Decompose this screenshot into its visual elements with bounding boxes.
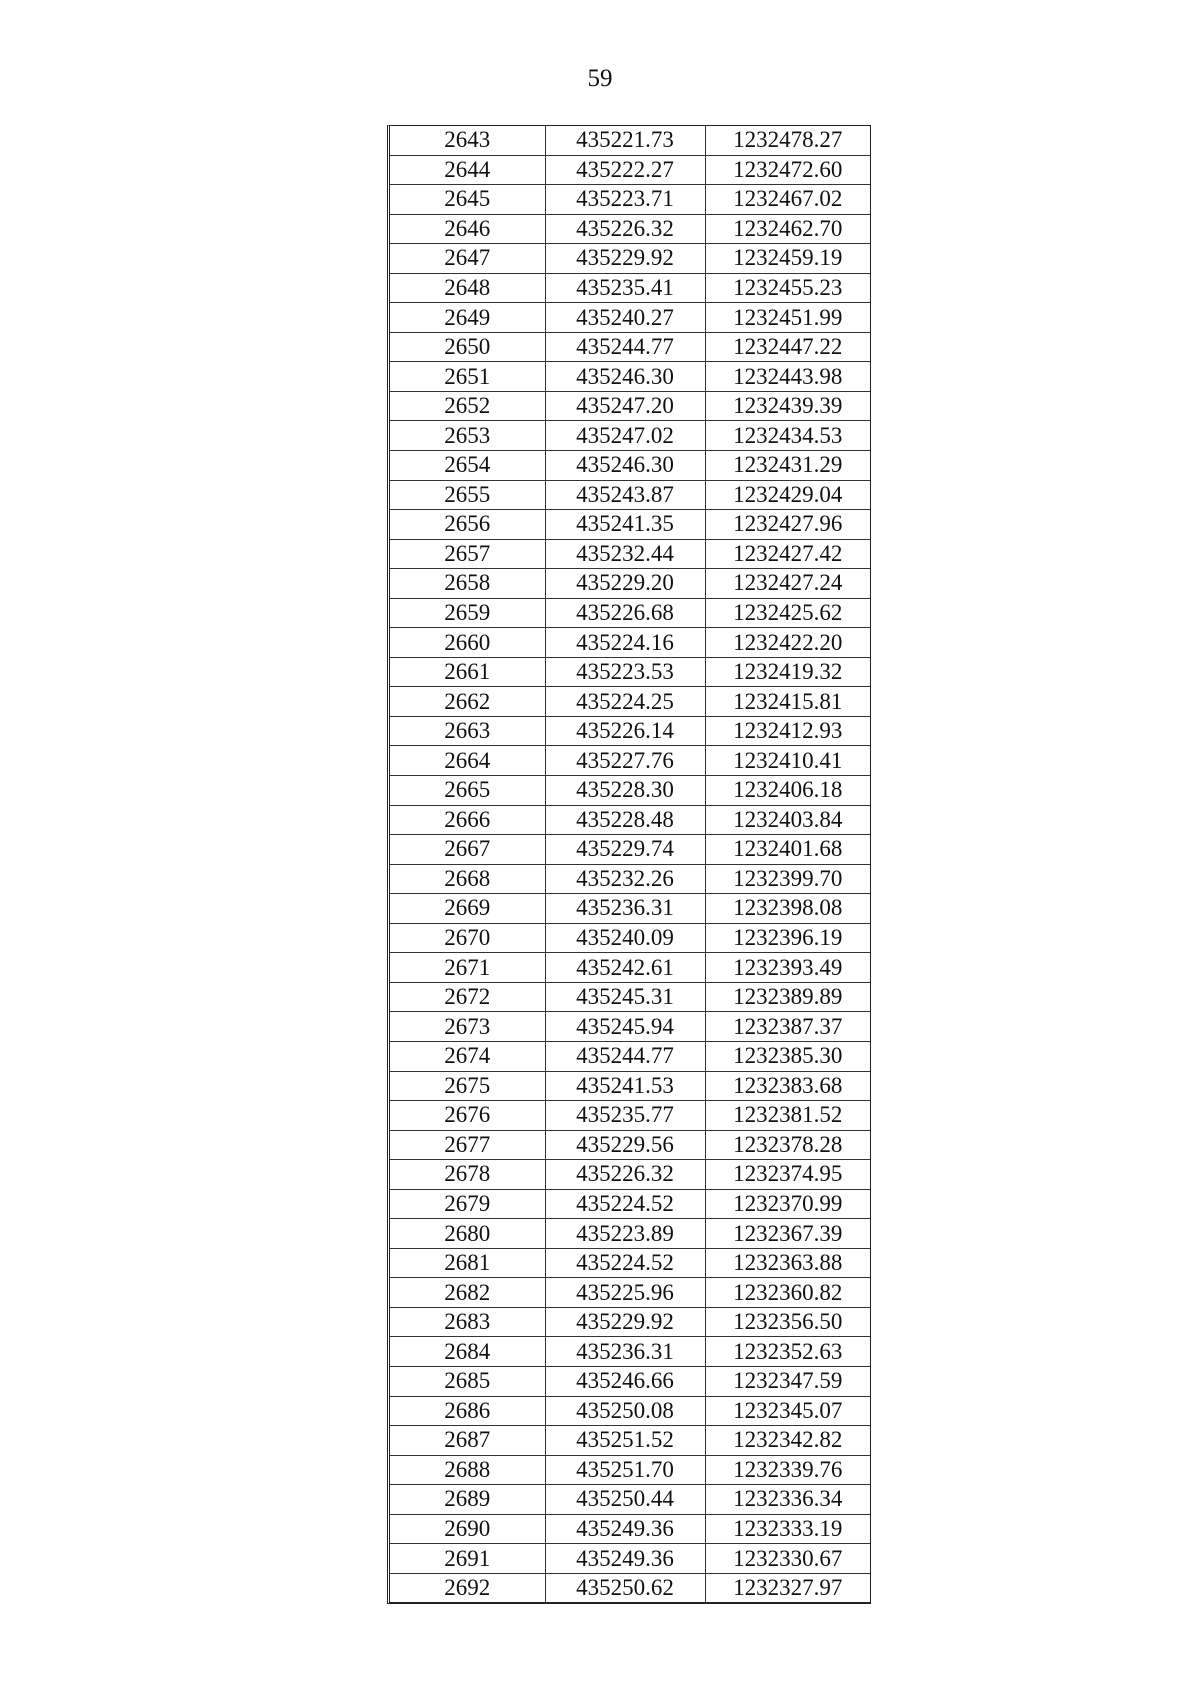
x-coordinate-cell: 435229.92 — [545, 244, 705, 274]
table-row — [390, 864, 870, 894]
x-coordinate-cell: 435250.44 — [545, 1485, 705, 1515]
x-coordinate-cell: 435247.20 — [545, 391, 705, 421]
table-row — [390, 1396, 870, 1426]
y-coordinate-cell: 1232427.96 — [705, 510, 870, 540]
table-row — [390, 716, 870, 746]
x-coordinate-cell: 435251.70 — [545, 1455, 705, 1485]
y-coordinate-cell: 1232462.70 — [705, 214, 870, 244]
y-coordinate-cell: 1232455.23 — [705, 273, 870, 303]
table-row — [390, 273, 870, 303]
table-row — [390, 1041, 870, 1071]
y-coordinate-cell: 1232356.50 — [705, 1307, 870, 1337]
x-coordinate-cell: 435246.30 — [545, 362, 705, 392]
y-coordinate-cell: 1232459.19 — [705, 244, 870, 274]
table-row — [390, 1307, 870, 1337]
point-number-cell: 2653 — [390, 421, 545, 451]
table-row — [390, 391, 870, 421]
x-coordinate-cell: 435250.08 — [545, 1396, 705, 1426]
point-number-cell: 2662 — [390, 687, 545, 717]
x-coordinate-cell: 435232.26 — [545, 864, 705, 894]
y-coordinate-cell: 1232398.08 — [705, 894, 870, 924]
x-coordinate-cell: 435226.14 — [545, 716, 705, 746]
point-number-cell: 2668 — [390, 864, 545, 894]
x-coordinate-cell: 435229.20 — [545, 569, 705, 599]
x-coordinate-cell: 435229.92 — [545, 1307, 705, 1337]
table-row — [390, 1514, 870, 1544]
table-row — [390, 332, 870, 362]
y-coordinate-cell: 1232352.63 — [705, 1337, 870, 1367]
table-row — [390, 776, 870, 806]
table-row — [390, 687, 870, 717]
point-number-cell: 2684 — [390, 1337, 545, 1367]
table-row — [390, 923, 870, 953]
point-number-cell: 2658 — [390, 569, 545, 599]
y-coordinate-cell: 1232443.98 — [705, 362, 870, 392]
y-coordinate-cell: 1232422.20 — [705, 628, 870, 658]
x-coordinate-cell: 435249.36 — [545, 1514, 705, 1544]
x-coordinate-cell: 435244.77 — [545, 332, 705, 362]
point-number-cell: 2678 — [390, 1160, 545, 1190]
x-coordinate-cell: 435246.66 — [545, 1366, 705, 1396]
point-number-cell: 2677 — [390, 1130, 545, 1160]
table-row — [390, 539, 870, 569]
x-coordinate-cell: 435244.77 — [545, 1041, 705, 1071]
point-number-cell: 2649 — [390, 303, 545, 333]
y-coordinate-cell: 1232378.28 — [705, 1130, 870, 1160]
y-coordinate-cell: 1232333.19 — [705, 1514, 870, 1544]
x-coordinate-cell: 435243.87 — [545, 480, 705, 510]
table-row — [390, 805, 870, 835]
table-row — [390, 657, 870, 687]
x-coordinate-cell: 435224.16 — [545, 628, 705, 658]
point-number-cell: 2669 — [390, 894, 545, 924]
y-coordinate-cell: 1232419.32 — [705, 657, 870, 687]
y-coordinate-cell: 1232342.82 — [705, 1426, 870, 1456]
x-coordinate-cell: 435236.31 — [545, 894, 705, 924]
y-coordinate-cell: 1232415.81 — [705, 687, 870, 717]
point-number-cell: 2664 — [390, 746, 545, 776]
y-coordinate-cell: 1232406.18 — [705, 776, 870, 806]
table-row — [390, 421, 870, 451]
x-coordinate-cell: 435240.09 — [545, 923, 705, 953]
y-coordinate-cell: 1232370.99 — [705, 1189, 870, 1219]
table-row — [390, 982, 870, 1012]
table-row — [390, 155, 870, 185]
x-coordinate-cell: 435221.73 — [545, 126, 705, 155]
point-number-cell: 2666 — [390, 805, 545, 835]
table-row — [390, 1366, 870, 1396]
y-coordinate-cell: 1232396.19 — [705, 923, 870, 953]
table-row — [390, 1248, 870, 1278]
y-coordinate-cell: 1232327.97 — [705, 1573, 870, 1602]
point-number-cell: 2652 — [390, 391, 545, 421]
x-coordinate-cell: 435224.25 — [545, 687, 705, 717]
point-number-cell: 2647 — [390, 244, 545, 274]
coordinates-table-body — [390, 126, 870, 1602]
table-row — [390, 598, 870, 628]
x-coordinate-cell: 435240.27 — [545, 303, 705, 333]
table-row — [390, 480, 870, 510]
y-coordinate-cell: 1232403.84 — [705, 805, 870, 835]
point-number-cell: 2670 — [390, 923, 545, 953]
x-coordinate-cell: 435245.31 — [545, 982, 705, 1012]
table-row — [390, 451, 870, 481]
y-coordinate-cell: 1232339.76 — [705, 1455, 870, 1485]
table-row — [390, 1012, 870, 1042]
point-number-cell: 2691 — [390, 1544, 545, 1574]
point-number-cell: 2645 — [390, 185, 545, 215]
x-coordinate-cell: 435226.68 — [545, 598, 705, 628]
x-coordinate-cell: 435224.52 — [545, 1248, 705, 1278]
x-coordinate-cell: 435247.02 — [545, 421, 705, 451]
point-number-cell: 2667 — [390, 835, 545, 865]
y-coordinate-cell: 1232383.68 — [705, 1071, 870, 1101]
x-coordinate-cell: 435249.36 — [545, 1544, 705, 1574]
point-number-cell: 2644 — [390, 155, 545, 185]
point-number-cell: 2643 — [390, 126, 545, 155]
coordinates-table-frame — [387, 125, 871, 1604]
table-row — [390, 510, 870, 540]
table-row — [390, 1219, 870, 1249]
table-row — [390, 1278, 870, 1308]
y-coordinate-cell: 1232367.39 — [705, 1219, 870, 1249]
y-coordinate-cell: 1232401.68 — [705, 835, 870, 865]
y-coordinate-cell: 1232427.42 — [705, 539, 870, 569]
point-number-cell: 2665 — [390, 776, 545, 806]
x-coordinate-cell: 435226.32 — [545, 1160, 705, 1190]
point-number-cell: 2659 — [390, 598, 545, 628]
table-row — [390, 244, 870, 274]
table-row — [390, 569, 870, 599]
table-row — [390, 835, 870, 865]
y-coordinate-cell: 1232431.29 — [705, 451, 870, 481]
y-coordinate-cell: 1232360.82 — [705, 1278, 870, 1308]
table-row — [390, 362, 870, 392]
x-coordinate-cell: 435235.77 — [545, 1101, 705, 1131]
y-coordinate-cell: 1232389.89 — [705, 982, 870, 1012]
table-row — [390, 185, 870, 215]
y-coordinate-cell: 1232385.30 — [705, 1041, 870, 1071]
y-coordinate-cell: 1232387.37 — [705, 1012, 870, 1042]
table-row — [390, 1455, 870, 1485]
x-coordinate-cell: 435229.74 — [545, 835, 705, 865]
table-row — [390, 1337, 870, 1367]
table-row — [390, 746, 870, 776]
y-coordinate-cell: 1232410.41 — [705, 746, 870, 776]
point-number-cell: 2660 — [390, 628, 545, 658]
y-coordinate-cell: 1232374.95 — [705, 1160, 870, 1190]
x-coordinate-cell: 435227.76 — [545, 746, 705, 776]
point-number-cell: 2654 — [390, 451, 545, 481]
table-row — [390, 1130, 870, 1160]
table-row — [390, 214, 870, 244]
x-coordinate-cell: 435229.56 — [545, 1130, 705, 1160]
point-number-cell: 2689 — [390, 1485, 545, 1515]
x-coordinate-cell: 435245.94 — [545, 1012, 705, 1042]
table-row — [390, 1160, 870, 1190]
y-coordinate-cell: 1232347.59 — [705, 1366, 870, 1396]
y-coordinate-cell: 1232439.39 — [705, 391, 870, 421]
y-coordinate-cell: 1232429.04 — [705, 480, 870, 510]
x-coordinate-cell: 435223.71 — [545, 185, 705, 215]
y-coordinate-cell: 1232363.88 — [705, 1248, 870, 1278]
x-coordinate-cell: 435250.62 — [545, 1573, 705, 1602]
y-coordinate-cell: 1232427.24 — [705, 569, 870, 599]
y-coordinate-cell: 1232399.70 — [705, 864, 870, 894]
table-row — [390, 894, 870, 924]
y-coordinate-cell: 1232451.99 — [705, 303, 870, 333]
y-coordinate-cell: 1232478.27 — [705, 126, 870, 155]
x-coordinate-cell: 435223.89 — [545, 1219, 705, 1249]
point-number-cell: 2675 — [390, 1071, 545, 1101]
x-coordinate-cell: 435251.52 — [545, 1426, 705, 1456]
table-row — [390, 1189, 870, 1219]
x-coordinate-cell: 435225.96 — [545, 1278, 705, 1308]
point-number-cell: 2646 — [390, 214, 545, 244]
x-coordinate-cell: 435241.53 — [545, 1071, 705, 1101]
point-number-cell: 2657 — [390, 539, 545, 569]
x-coordinate-cell: 435235.41 — [545, 273, 705, 303]
page-number: 59 — [587, 65, 613, 92]
point-number-cell: 2674 — [390, 1041, 545, 1071]
x-coordinate-cell: 435232.44 — [545, 539, 705, 569]
point-number-cell: 2673 — [390, 1012, 545, 1042]
point-number-cell: 2682 — [390, 1278, 545, 1308]
table-row — [390, 1573, 870, 1602]
x-coordinate-cell: 435241.35 — [545, 510, 705, 540]
table-row — [390, 1544, 870, 1574]
point-number-cell: 2671 — [390, 953, 545, 983]
x-coordinate-cell: 435246.30 — [545, 451, 705, 481]
point-number-cell: 2676 — [390, 1101, 545, 1131]
x-coordinate-cell: 435236.31 — [545, 1337, 705, 1367]
table-row — [390, 1071, 870, 1101]
x-coordinate-cell: 435228.30 — [545, 776, 705, 806]
point-number-cell: 2690 — [390, 1514, 545, 1544]
table-row — [390, 1426, 870, 1456]
point-number-cell: 2692 — [444, 1575, 491, 1601]
y-coordinate-cell: 1232472.60 — [705, 155, 870, 185]
point-number-cell: 2663 — [390, 716, 545, 746]
point-number-cell: 2648 — [390, 273, 545, 303]
table-row — [390, 628, 870, 658]
point-number-cell: 2681 — [390, 1248, 545, 1278]
y-coordinate-cell: 1232330.67 — [705, 1544, 870, 1574]
y-coordinate-cell: 1232434.53 — [705, 421, 870, 451]
y-coordinate-cell: 1232393.49 — [705, 953, 870, 983]
table-row — [390, 1101, 870, 1131]
y-coordinate-cell: 1232381.52 — [705, 1101, 870, 1131]
x-coordinate-cell: 435226.32 — [545, 214, 705, 244]
point-number-cell: 2680 — [390, 1219, 545, 1249]
coordinates-table — [390, 126, 870, 1602]
point-number-cell: 2683 — [390, 1307, 545, 1337]
point-number-cell: 2685 — [390, 1366, 545, 1396]
point-number-cell: 2688 — [390, 1455, 545, 1485]
x-coordinate-cell: 435228.48 — [545, 805, 705, 835]
y-coordinate-cell: 1232467.02 — [705, 185, 870, 215]
point-number-cell: 2687 — [390, 1426, 545, 1456]
y-coordinate-cell: 1232412.93 — [705, 716, 870, 746]
point-number-cell: 2672 — [390, 982, 545, 1012]
point-number-cell: 2686 — [390, 1396, 545, 1426]
table-row — [390, 1485, 870, 1515]
point-number-cell: 2656 — [390, 510, 545, 540]
y-coordinate-cell: 1232336.34 — [705, 1485, 870, 1515]
x-coordinate-cell: 435224.52 — [545, 1189, 705, 1219]
y-coordinate-cell: 1232425.62 — [705, 598, 870, 628]
y-coordinate-cell: 1232447.22 — [705, 332, 870, 362]
table-row — [390, 303, 870, 333]
table-row — [390, 126, 870, 155]
x-coordinate-cell: 435222.27 — [545, 155, 705, 185]
point-number-cell: 2661 — [390, 657, 545, 687]
x-coordinate-cell: 435223.53 — [545, 657, 705, 687]
y-coordinate-cell: 1232345.07 — [705, 1396, 870, 1426]
table-row — [390, 953, 870, 983]
x-coordinate-cell: 435242.61 — [545, 953, 705, 983]
point-number-cell: 2651 — [390, 362, 545, 392]
point-number-cell: 2679 — [390, 1189, 545, 1219]
point-number-cell: 2650 — [390, 332, 545, 362]
point-number-cell: 2655 — [390, 480, 545, 510]
